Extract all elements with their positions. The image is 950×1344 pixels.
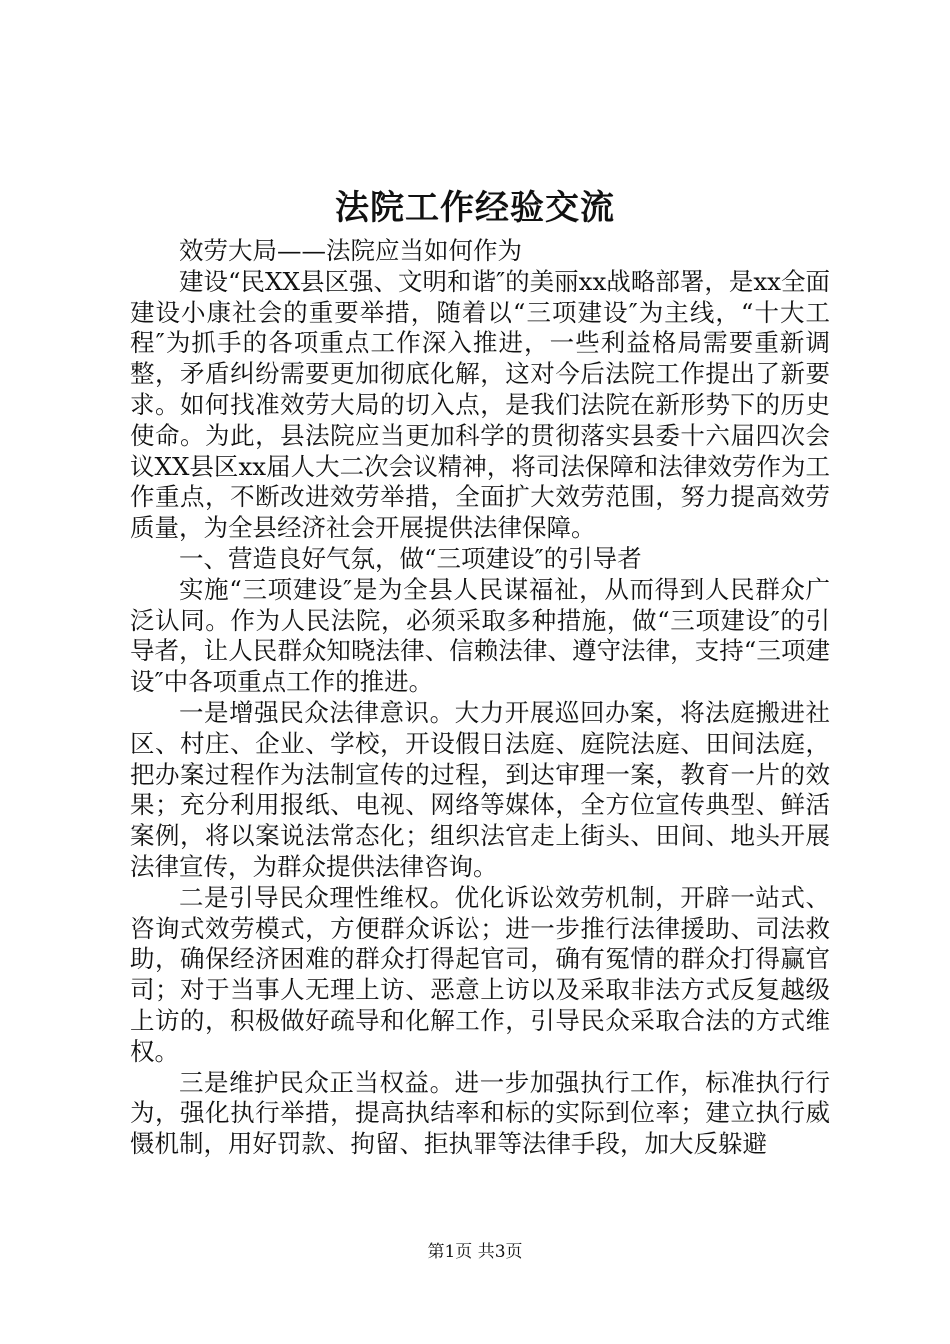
document-title: 法院工作经验交流 bbox=[335, 188, 615, 228]
paragraph-intro: 建设“民XX县区强、文明和谐″的美丽xx战略部署，是xx全面建设小康社会的重要举措，随着以“三项建设″为主线，“十大工程″为抓手的各项重点工作深入推进，一些利益格局需要重新调整，矛盾纠纷需要更加彻底化解，这对今后法院工作提出了新要求。如何找准效劳大局的切入点，是我们法院在新形势下的历史使命。为此，县法院应当更加科学的贯彻落实县委十六届四次会议XX县区xx届人大二次会议精神，将司法保障和法律效劳作为工作重点，不断改进效劳举措，全面扩大效劳范围，努力提高效劳质量，为全县经济社会开展提供法律保障。 bbox=[130, 266, 830, 543]
paragraph-point-3: 三是维护民众正当权益。进一步加强执行工作，标准执行行为，强化执行举措，提高执结率和标的实际到位率；建立执行威慑机制，用好罚款、拘留、拒执罪等法律手段，加大反躲避 bbox=[130, 1067, 830, 1159]
section-heading-1: 一、营造良好气氛，做“三项建设″的引导者 bbox=[179, 543, 642, 573]
paragraph-point-1: 一是增强民众法律意识。大力开展巡回办案，将法庭搬进社区、村庄、企业、学校，开设假日法庭、庭院法庭、田间法庭，把办案过程作为法制宣传的过程，到达审理一案，教育一片的效果；充分利用报纸、电视、网络等媒体，全方位宣传典型、鲜活案例，将以案说法常态化；组织法官走上街头、田间、地头开展法律宣传，为群众提供法律咨询。 bbox=[130, 697, 830, 881]
paragraph-point-2: 二是引导民众理性维权。优化诉讼效劳机制，开辟一站式、咨询式效劳模式，方便群众诉讼；进一步推行法律援助、司法救助，确保经济困难的群众打得起官司，确有冤情的群众打得赢官司；对于当事人无理上访、恶意上访以及采取非法方式反复越级上访的，积极做好疏导和化解工作，引导民众采取合法的方式维权。 bbox=[130, 882, 830, 1066]
document-body bbox=[130, 236, 830, 1160]
page-number-footer: 第1页 共3页 bbox=[427, 1242, 523, 1262]
paragraph-subtitle: 效劳大局——法院应当如何作为 bbox=[179, 236, 522, 265]
paragraph-section-1: 实施“三项建设″是为全县人民谋福祉，从而得到人民群众广泛认同。作为人民法院，必须采取多种措施，做“三项建设″的引导者，让人民群众知晓法律、信赖法律、遵守法律，支持“三项建设″中各项重点工作的推进。 bbox=[130, 574, 830, 697]
